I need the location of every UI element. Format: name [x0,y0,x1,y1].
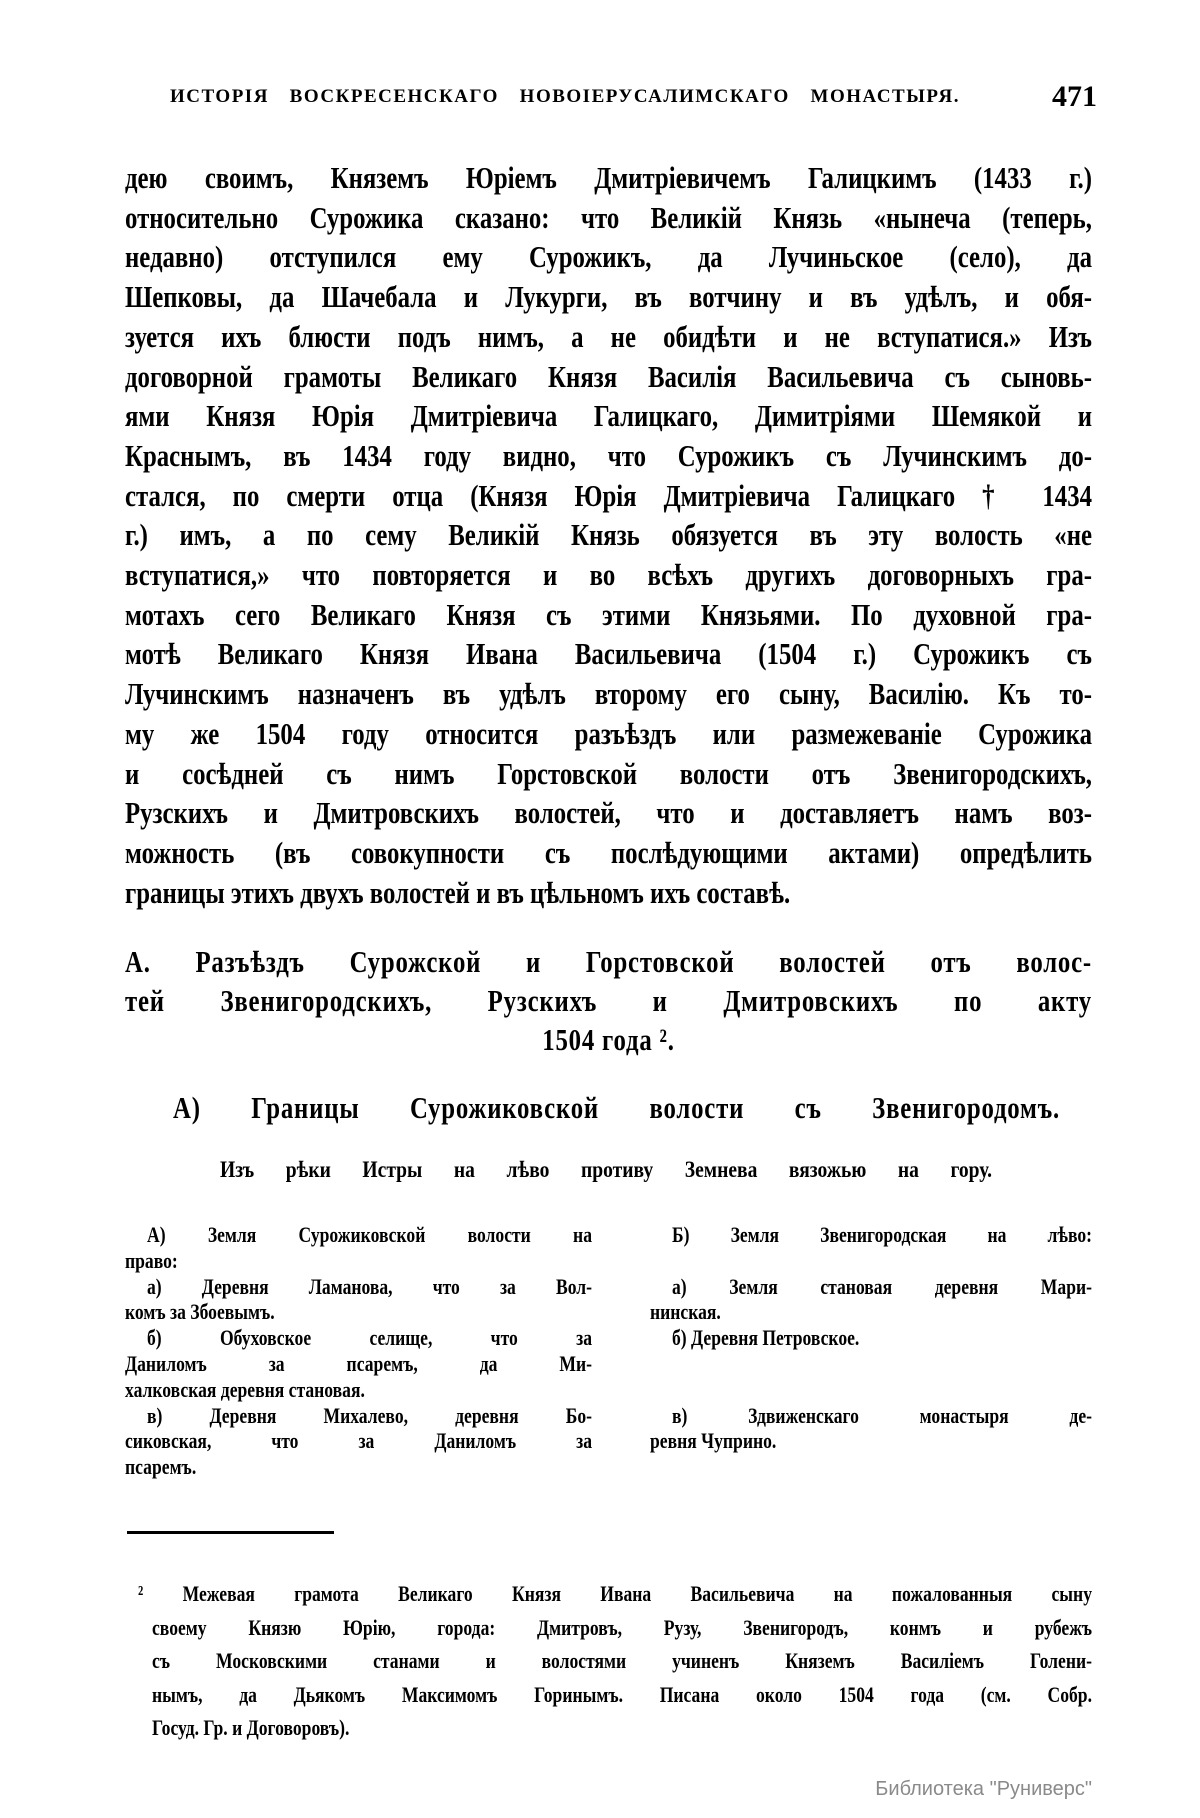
route-line: Изъ рѣки Истры на лѣво противу Земнева вязожью на гору. [220,1157,992,1182]
right-column-line: нинская. [650,1299,721,1325]
body-text-line: зуется ихъ блюсти подъ нимъ, а не обидѣти и не вступатися.» Изъ [125,318,1092,354]
body-text-line: Шепковы, да Шачебала и Лукурги, въ вотчину и въ удѣлъ, и обя- [125,279,1092,315]
body-text-line: границы этихъ двухъ волостей и въ цѣльномъ ихъ составѣ. [125,874,791,910]
body-text-line: можность (въ совокупности съ послѣдующими актами) опредѣлить [125,834,1092,870]
left-column-line: псаремъ. [125,1454,197,1480]
footnote-line: ² Межевая грамота Великаго Князя Ивана Васильевича на пожалованныя сыну [138,1581,1092,1606]
section-heading-line: 1504 года ². [542,1022,675,1057]
left-column-line: халковская деревня становая. [125,1376,365,1402]
right-column-line: б) Деревня Петровское. [672,1325,860,1351]
running-title: ИСТОРІЯ ВОСКРЕСЕНСКАГО НОВОІЕРУСАЛИМСКАГО МОНАСТЫРЯ. [170,86,960,107]
footnote-line: съ Московскими станами и волостями учиненъ Княземъ Василіемъ Голени- [152,1648,1092,1673]
footnote-line: нымъ, да Дьякомъ Максимомъ Горинымъ. Писана около 1504 года (см. Собр. [152,1681,1092,1707]
body-text-line: Лучинскимъ назначенъ въ удѣлъ второму его сыну, Василію. Къ то- [125,676,1092,712]
body-text-line: Краснымъ, въ 1434 году видно, что Сурожикъ съ Лучинскимъ до- [125,437,1092,473]
right-column-line: в) Здвиженскаго монастыря де- [672,1402,1092,1428]
left-column-line: Даниломъ за псаремъ, да Ми- [125,1351,592,1376]
footnote-divider [127,1531,334,1534]
body-text-line: и сосѣдней съ нимъ Горстовской волости отъ Звенигородскихъ, [125,755,1092,791]
left-column-line: а) Деревня Ламанова, что за Вол- [147,1273,592,1299]
body-text-line: дею своимъ, Княземъ Юріемъ Дмитріевичемъ Галицкимъ (1433 г.) [125,160,1092,195]
left-column-line: право: [125,1247,178,1273]
right-column-line: ревня Чуприно. [650,1428,777,1454]
section-heading-line: А. Разъѣздъ Сурожской и Горстовской волостей отъ волос- [125,944,1092,979]
left-column-line: комъ за Збоевымъ. [125,1299,275,1325]
right-column-line: а) Земля становая деревня Мари- [672,1273,1092,1299]
footnote-line: Госуд. Гр. и Договоровъ). [152,1715,350,1740]
subheading: А) Границы Сурожиковской волости съ Звенигородомъ. [173,1090,1060,1125]
left-column-line: в) Деревня Михалево, деревня Бо- [147,1402,592,1428]
left-column-line: сиковская, что за Даниломъ за [125,1428,592,1454]
body-text-line: Рузскихъ и Дмитровскихъ волостей, что и доставляетъ намъ воз- [125,795,1092,831]
body-text-line: мотахъ сего Великаго Князя съ этими Князьями. По духовной гра- [125,596,1092,632]
body-text-line: недавно) отступился ему Сурожикъ, да Лучиньское (село), да [125,239,1092,275]
library-watermark: Библиотека "Руниверс" [875,1778,1092,1800]
section-heading-line: тей Звенигородскихъ, Рузскихъ и Дмитровскихъ по акту [125,983,1092,1018]
body-text-line: стался, по смерти отца (Князя Юрія Дмитріевича Галицкаго † 1434 [125,477,1092,513]
footnote-line: своему Князю Юрію, города: Дмитровъ, Рузу, Звенигородъ, конмъ и рубежъ [152,1614,1092,1640]
body-text-line: г.) имъ, а по сему Великій Князь обязуется въ эту волость «не [125,517,1092,553]
page-number: 471 [1052,80,1097,113]
body-text-line: вступатися,» что повторяется и во всѣхъ другихъ договорныхъ гра- [125,557,1092,592]
body-text-line: договорной грамоты Великаго Князя Василія Васильевича съ сыновь- [125,358,1092,394]
body-text-line: относительно Сурожика сказано: что Великій Князь «нынеча (теперь, [125,199,1092,235]
body-text-line: ями Князя Юрія Дмитріевича Галицкаго, Димитріями Шемякой и [125,398,1092,434]
left-column-line: А) Земля Сурожиковской волости на [147,1222,592,1247]
body-text-line: мотѣ Великаго Князя Ивана Васильевича (1504 г.) Сурожикъ съ [125,636,1092,672]
body-text-line: му же 1504 году относится разъѣздъ или размежеваніе Сурожика [125,715,1092,751]
right-column-line: Б) Земля Звенигородская на лѣво: [672,1222,1092,1247]
left-column-line: б) Обуховское селище, что за [147,1325,592,1351]
